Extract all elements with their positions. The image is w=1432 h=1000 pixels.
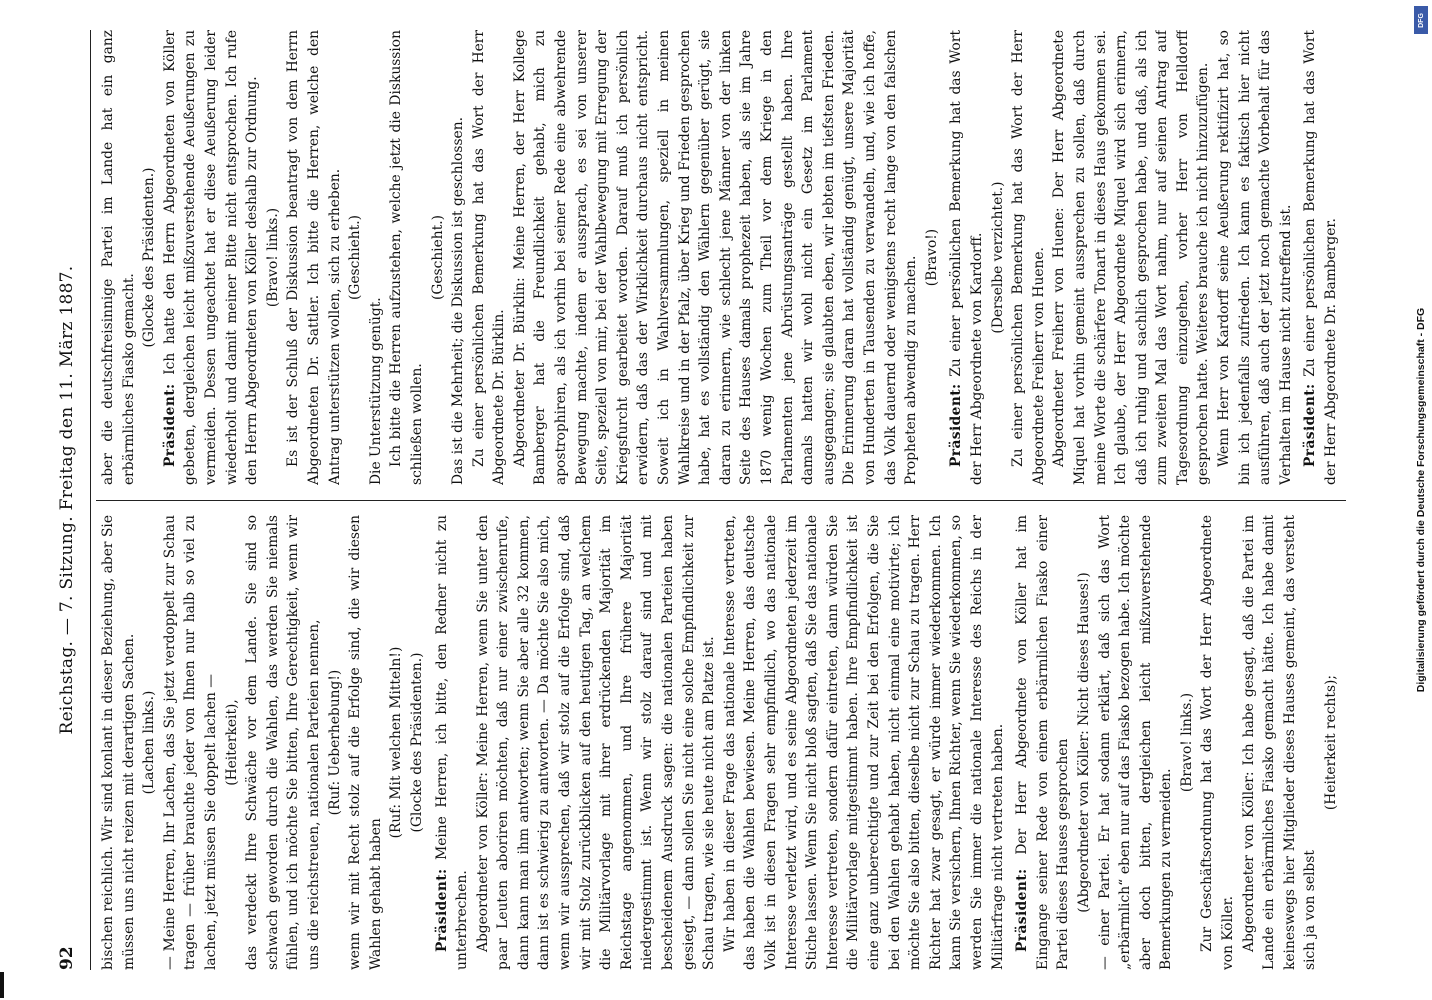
paragraph [448, 30, 469, 485]
paragraph-text: (Derselbe verzichtet.) [989, 181, 1006, 334]
paragraph [1197, 515, 1238, 970]
paragraph [1214, 30, 1296, 485]
right-column [98, 30, 1348, 485]
paragraph-text: (Geschieht.) [429, 214, 446, 301]
paragraph [1321, 515, 1342, 970]
paragraph-text: (Abgeordneter von Köller: Nicht dieses Hauses!) [1075, 572, 1092, 913]
speaker-label: Präsident: [1302, 383, 1319, 467]
paragraph-text: Das ist die Mehrheit; die Diskussion ist geschlossen. [450, 117, 467, 485]
page-number: 92 [57, 946, 77, 970]
paragraph [1074, 515, 1095, 970]
header-rule [90, 30, 91, 970]
paragraph [283, 30, 345, 485]
paragraph-text: (Bravo! links.) [264, 207, 281, 308]
paragraph [1177, 515, 1198, 970]
paragraph-text: Meine Herren, ich bitte, den Redner nicht zu unterbrechen. [433, 515, 471, 970]
speaker-label: Präsident: [161, 383, 178, 467]
paragraph-text: (Heiterkeit rechts); [1323, 674, 1340, 811]
paragraph [139, 515, 160, 970]
paragraph-text: (Glocke des Präsidenten.) [408, 652, 425, 833]
paragraph [922, 30, 943, 485]
paragraph [325, 515, 346, 970]
paragraph-text: (Bravo!) [923, 228, 940, 287]
paragraph [1095, 515, 1177, 970]
paragraph-text: — einer Partei. Er hat sodann erklärt, daß sich das Wort „erbärmlich“ eben nur auf das Fiasko bezogen habe. Ich möchte aber doch bitten, dergleichen leicht mißzuverstehende Bemerkungen zu vermeiden. [1096, 515, 1175, 970]
paragraph-text: (Heiterkeit), [223, 699, 240, 786]
paragraph-text: wenn wir mit Recht stolz auf die Erfolge sind, die wir diesen Wahlen gehabt haben [347, 515, 384, 970]
digitization-credit [1402, 0, 1432, 1000]
paragraph [386, 515, 407, 970]
paragraph-text: Abgeordneter von Köller: Ich habe gesagt, daß die Partei im Lande ein erbärmliches Fiasko gemacht hätte. Ich habe damit keineswegs hier Mitglieder dieses Hauses gemeint, das versteht sich ja von selbst [1240, 515, 1319, 970]
paragraph [366, 30, 387, 485]
paragraph [1239, 515, 1321, 970]
paragraph [510, 30, 922, 485]
paragraph [473, 515, 720, 970]
paragraph-text: Abgeordneter Dr. Bürklin: Meine Herren, der Herr Kollege Bamberger hat die Freundlichkeit gehabt, mich zu apostrophiren, als ich vorhin bei seiner Rede eine abwehrende Bewegung machte, indem er aussprach, es sei von unserer Seite, speziell von mir, bei der Wahlbewegung mit Erregung der Kriegsfurcht gearbeitet worden. Darauf muß ich persönlich erwidern, daß das der Wirklichkeit durchaus nicht entspricht. Soweit ich in Wahlversammlungen, speziell in meinen Wahlkreise und in der Pfalz, über Krieg und Frieden gesprochen habe, hat es vollständig den Wählern gegenüber gerügt, sie daran zu erinnern, wie schlecht jene Männer von der linken Seite des Hauses damals prophezeit haben, als sie im Jahre 1870 wenig Wochen zum Theil vor dem Kriege in den Parlamenten jene Abrüstungsanträge gestellt haben. Ihre damals hatten wir wohl nicht ein Gesetz im Parlament ausgegangen; sie glaubten eben, wir lebten im tiefsten Frieden. Die Erinnerung daran hat vollständig genügt, unsere Majorität von Hunderten in Tausenden zu verwandeln, und, wie ich hoffe, das Volk dauernd oder wenigstens recht lange von den falschen Propheten abwendig zu machen. [511, 30, 920, 485]
paragraph [720, 515, 1008, 970]
paragraph [139, 30, 160, 485]
paragraph [98, 515, 139, 970]
paragraph [345, 30, 366, 485]
paragraph-text: aber die deutschfreisinnige Partei im Lande hat ein ganz erbärmliches Fiasko gemacht. [100, 30, 137, 485]
left-column [98, 515, 1348, 970]
paragraph-text: Zu einer persönlichen Bemerkung hat das Wort der Herr Abgeordnete Dr. Bamberger. [1302, 30, 1340, 485]
paragraph-text: Ich hatte den Herrn Abgeordneten von Köller gebeten, dergleichen leicht mißzuverstehende Aeußerungen zu vermeiden. Dessen ungeachtet hat er diese Aeußerung leider wiederholt und damit meiner Bitte nicht entsprochen. Ich rufe den Herrn Abgeordneten von Köller deshalb zur Ordnung. [161, 30, 261, 485]
paragraph [160, 515, 222, 970]
paragraph-text: das verdeckt Ihre Schwäche vor dem Lande. Sie sind so schwach geworden durch die Wahlen, das werden Sie niemals fühlen, und ich möchte Sie bitten, Ihre Gerechtigkeit, wenn wir uns die reichstreuen, nationalen Parteien nennen, [244, 515, 322, 970]
paragraph-text: (Bravo! links.) [1178, 692, 1195, 793]
paragraph [1300, 30, 1341, 485]
paragraph-text: Zu einer persönlichen Bemerkung hat das Wort der Herr Abgeordnete Dr. Bürklin. [470, 30, 508, 485]
digitization-credit-text: Digitalisierung gefördert durch die Deutsche Forschungsgemeinschaft - DFG [1415, 307, 1427, 693]
paragraph-text: bischen reichlich. Wir sind konlant in dieser Beziehung, aber Sie müssen uns nicht reizen mit derartigen Sachen. [100, 515, 137, 970]
paragraph [1012, 515, 1074, 970]
paragraph [432, 515, 473, 970]
paragraph-text: (Ruf: Mit welchen Mitteln!) [388, 646, 405, 839]
paragraph [428, 30, 449, 485]
paragraph-text: Abgeordneter von Köller: Meine Herren, wenn Sie unter den paar Leuten aboriren möchten, daß nur einer zwischenrufe, dann kann man ihm antworten; wenn Sie aber alle 32 kommen, dann ist es schwierig zu antworten. — Da möchte Sie also mich, wenn wir aussprechen, daß wir stolz auf die Erfolge sind, daß wir mit Stolz zurückblicken auf den heutigen Tag, an welchem die Militärvorlage mit ihrer erdrückenden Majorität im Reichstage angenommen, und Ihre frühere Majorität niedergestimmt ist. Wenn wir stolz darauf sind und mit bescheidenem Ausdruck sagen: die nationalen Parteien haben gesiegt, — dann sollen Sie nicht eine solche Empfindlichkeit zur Schau tragen, wie sie heute nicht am Platze ist. [474, 515, 718, 970]
paragraph-text: (Geschieht.) [347, 214, 364, 301]
paragraph [263, 30, 284, 485]
speaker-label: Präsident: [433, 868, 450, 952]
paragraph-text: Es ist der Schluß der Diskussion beantragt von dem Herrn Abgeordneten Dr. Sattler. Ich bitte die Herren, welche den Antrag unterstützen wollen, sich zu erheben. [285, 30, 343, 485]
paragraph-text: Ich bitte die Herren aufzustehen, welche jetzt die Diskussion schließen wollen. [388, 30, 425, 485]
paragraph [222, 515, 243, 970]
paragraph-text: Zu einer persönlichen Bemerkung hat das Wort der Herr Abgeordnete Freiherr von Huene. [1010, 30, 1047, 485]
paragraph-text: Abgeordneter Freiherr von Huene: Der Herr Abgeordnete Miquel hat vorhin gemeint aussprechen zu sollen, daß durch meine Worte die schärfere Tonart in dieses Haus gekommen sei. Ich glaube, der Herr Abgeordnete Miquel wird sich erinnern, daß ich ruhig und sachlich gesprochen habe, und daß, als ich zum zweiten Mal das Wort nahm, nur auf seinen Antrag auf Tagesordnung einzugehen, vorher Herr von Helldorff gesprochen hatte. Weiteres brauche ich nicht hinzuzufügen. [1051, 30, 1212, 485]
paragraph [946, 30, 987, 485]
paragraph [345, 515, 386, 970]
scan-edge-mark [0, 972, 4, 998]
paragraph-text: (Glocke des Präsidenten.) [141, 167, 158, 348]
paragraph [242, 515, 324, 970]
paragraph-text: Die Unterstützung genügt. [367, 297, 384, 485]
speaker-label: Präsident: [1014, 868, 1031, 952]
paragraph-text: — Meine Herren, Ihr Lachen, das Sie jetzt verdoppelt zur Schau tragen — früher brauchte jeder von Ihnen nur halb so viel zu lachen, jetzt müssen Sie doppelt lachen — [161, 515, 219, 970]
paragraph [98, 30, 139, 485]
paragraph [160, 30, 263, 485]
page-header [52, 30, 82, 970]
dfg-logo-text: DFG [1417, 12, 1425, 28]
paragraph [469, 30, 510, 485]
paragraph-text: Wenn Herr von Kardorff seine Aeußerung rektifizirt hat, so bin ich jedenfalls zufrieden. Ich kann es faktisch hier nicht ausführen, daß auch der jetzt noch gemachte Vorbehalt für das Verhalten im Hause nicht zutreffend ist. [1216, 30, 1294, 485]
paragraph-text: Wir haben in dieser Frage das nationale Interesse vertreten, das haben die Wahlen bewiesen. Meine Herren, das deutsche Volk ist in diesen Fragen sehr empfindlich, wo das nationale Interesse verletzt wird, und es seine Abgeordneten jederzeit im Stiche lassen. Wenn Sie nicht bloß sagten, daß Sie das nationale Interesse vertreten, sondern dafür eintreten, dann würden Sie die Militärvorlage mitgestimmt haben. Ihre Empfindlichkeit ist eine ganz unberechtigte und zur Zeit bei den Erfolgen, die Sie bei den Wahlen gehabt haben, nicht einmal eine motivirte; ich möchte Sie also bitten, dieselbe nicht zur Schau zu tragen. Herr Richter hat zwar gesagt, er würde immer wiederkommen. Ich kann Sie versichern, Ihnen Richter, wenn Sie wiederkommen, so werden Sie immer die nationale Interesse des Reichs in der Militärfrage nicht vertreten haben. [721, 515, 1006, 970]
paragraph-text: Der Herr Abgeordnete von Köller hat im Eingange seiner Rede von einem erbärmlichen Fiasko einer Partei dieses Hauses gesprochen [1014, 515, 1072, 970]
dfg-logo [1414, 6, 1428, 34]
paragraph-text: (Lachen links.) [141, 690, 158, 795]
column-divider [96, 500, 1346, 501]
paragraph [386, 30, 427, 485]
paragraph-text: Zur Geschäftsordnung hat das Wort der Herr Abgeordnete von Köller. [1199, 515, 1237, 970]
paragraph [988, 30, 1009, 485]
paragraph-text: (Ruf: Ueberhebung!) [326, 669, 343, 816]
paragraph [1049, 30, 1214, 485]
paragraph [1008, 30, 1049, 485]
speaker-label: Präsident: [948, 383, 965, 467]
running-title: Reichstag. — 7. Sitzung. Freitag den 11. März 1887. [57, 265, 77, 735]
paragraph-text: Zu einer persönlichen Bemerkung hat das Wort der Herr Abgeordnete von Kardorff. [948, 30, 985, 485]
paragraph [407, 515, 428, 970]
